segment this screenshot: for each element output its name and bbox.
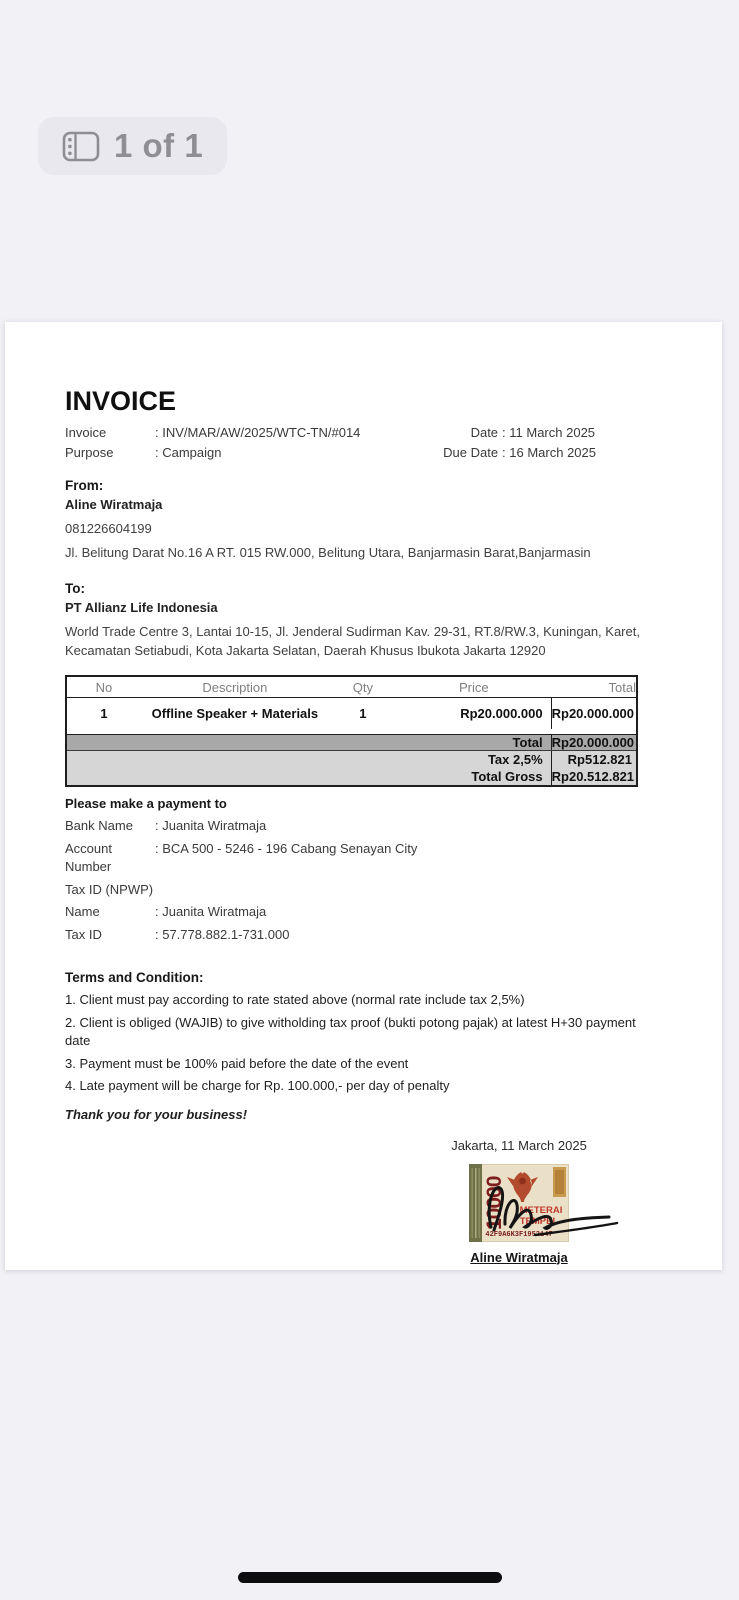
cell-no: 1 — [100, 706, 108, 721]
purpose-row — [65, 443, 360, 463]
account-number-label: Account Number — [65, 840, 112, 874]
summary-gross-label: Total Gross — [471, 769, 543, 784]
invoice-meta-left — [65, 423, 360, 463]
terms-section — [65, 968, 640, 1124]
table-row — [67, 698, 636, 729]
signature-place-date: Jakarta, 11 March 2025 — [451, 1137, 587, 1153]
invoice-title: INVOICE — [65, 386, 177, 416]
cell-qty: 1 — [359, 706, 367, 721]
invoice-number-row — [65, 423, 360, 443]
bank-name-label: Bank Name — [65, 818, 133, 833]
home-indicator[interactable] — [238, 1572, 502, 1583]
account-number-row — [65, 840, 640, 877]
meterai-stamp — [469, 1164, 569, 1242]
cell-description: Offline Speaker + Materials — [151, 706, 319, 721]
date-row — [436, 423, 596, 443]
stamp-word-meterai: METERAI — [519, 1204, 563, 1216]
tax-name-row — [65, 903, 640, 922]
tax-id-label: Tax ID — [65, 926, 102, 942]
col-no: No — [95, 679, 113, 695]
signer-name: Aline Wiratmaja — [470, 1249, 568, 1265]
thumbnails-sidebar-icon — [62, 131, 100, 162]
date-value: : 11 March 2025 — [502, 425, 596, 440]
due-date-label: Due Date — [443, 445, 499, 460]
to-name: PT Allianz Life Indonesia — [65, 600, 218, 615]
stamp-word-tempel: TEMPEL — [519, 1215, 559, 1227]
summary-gross-row — [67, 768, 636, 785]
from-heading: From: — [65, 478, 104, 493]
tax-id-row — [65, 926, 640, 945]
stamp-image — [469, 1164, 569, 1242]
from-name: Aline Wiratmaja — [65, 497, 163, 512]
payment-section — [65, 794, 640, 944]
tax-name-value: : Juanita Wiratmaja — [155, 904, 267, 919]
bank-name-value: : Juanita Wiratmaja — [155, 818, 267, 833]
terms-heading: Terms and Condition: — [65, 970, 204, 985]
terms-item-2: 2. Client is obliged (WAJIB) to give witholding tax proof (bukti potong pajak) at latest H+30 payment date — [65, 1014, 636, 1048]
due-date-row — [436, 443, 596, 463]
page-count-label: 1 of 1 — [114, 127, 204, 164]
stamp-serial: 42F9A6K3F1952147 — [485, 1230, 553, 1239]
terms-item-4: 4. Late payment will be charge for Rp. 100.000,- per day of penalty — [65, 1078, 450, 1093]
col-description: Description — [202, 679, 268, 695]
page-indicator-pill[interactable] — [38, 117, 227, 175]
purpose-label: Purpose — [65, 445, 114, 460]
from-address: Jl. Belitung Darat No.16 A RT. 015 RW.000, Belitung Utara, Banjarmasin Barat,Banjarmasin — [65, 545, 591, 560]
summary-total-value: Rp20.000.000 — [551, 735, 638, 750]
invoice-number-label: Invoice — [65, 425, 107, 440]
col-price: Price — [459, 679, 489, 695]
tax-id-value: : 57.778.882.1-731.000 — [155, 926, 290, 942]
to-address-line1: World Trade Centre 3, Lantai 10-15, Jl. Jenderal Sudirman Kav. 29-31, RT.8/RW.3, Kuningan, Karet, — [65, 624, 640, 639]
summary-total-row — [67, 734, 636, 751]
thanks-note: Thank you for your business! — [65, 1106, 248, 1122]
summary-gross-value: Rp20.512.821 — [551, 768, 638, 785]
invoice-meta-right — [436, 423, 596, 463]
stamp-denomination: 10000 — [483, 1176, 506, 1230]
tax-name-label: Name — [65, 904, 100, 919]
summary-tax-row — [67, 751, 636, 768]
cell-total: Rp20.000.000 — [551, 698, 638, 729]
col-qty: Qty — [352, 679, 373, 695]
summary-tax-label: Tax 2,5% — [487, 752, 543, 767]
to-section — [65, 579, 640, 660]
npwp-row — [65, 881, 640, 900]
summary-total-label: Total — [512, 735, 543, 750]
terms-item-3: 3. Payment must be 100% paid before the date of the event — [65, 1055, 409, 1071]
terms-item-1: 1. Client must pay according to rate stated above (normal rate include tax 2,5%) — [65, 992, 525, 1007]
date-label: Date — [470, 425, 499, 440]
due-date-value: : 16 March 2025 — [502, 445, 596, 460]
table-header-row — [67, 677, 636, 698]
cell-price: Rp20.000.000 — [460, 706, 543, 721]
invoice-number-value: : INV/MAR/AW/2025/WTC-TN/#014 — [155, 425, 361, 440]
invoice-content — [5, 322, 722, 1267]
items-table — [65, 675, 638, 787]
summary-tax-value: Rp512.821 — [551, 751, 636, 768]
to-heading: To: — [65, 581, 85, 596]
invoice-meta — [65, 423, 640, 463]
invoice-document-page — [5, 322, 722, 1270]
from-section — [65, 476, 640, 562]
from-phone: 081226604199 — [65, 521, 152, 536]
purpose-value: : Campaign — [155, 445, 222, 460]
npwp-label: Tax ID (NPWP) — [65, 881, 154, 897]
account-number-value: : BCA 500 - 5246 - 196 Cabang Senayan City — [155, 840, 418, 856]
bank-name-row — [65, 817, 640, 836]
to-address-line2: Kecamatan Setiabudi, Kota Jakarta Selatan, Daerah Khusus Ibukota Jakarta 12920 — [65, 643, 546, 658]
payment-heading: Please make a payment to — [65, 796, 227, 811]
col-total: Total — [608, 679, 636, 695]
signature-section — [424, 1136, 614, 1267]
